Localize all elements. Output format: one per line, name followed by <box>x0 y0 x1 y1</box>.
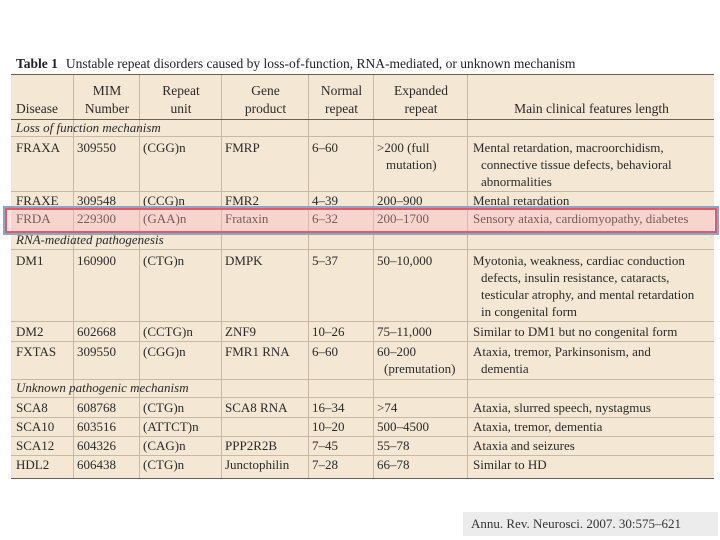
section-loss-of-function: Loss of function mechanism <box>16 120 161 135</box>
cell-features: defects, insulin resistance, cataracts, <box>481 270 670 285</box>
header-expanded-line1: Expanded <box>394 83 448 98</box>
cell-disease: SCA10 <box>16 419 55 434</box>
citation: Annu. Rev. Neurosci. 2007. 30:575–621 <box>463 512 718 536</box>
column-divider <box>467 74 468 479</box>
cell-gene: DMPK <box>225 253 263 268</box>
cell-gene: FMR2 <box>225 193 259 208</box>
cell-unit: (CTG)n <box>143 253 185 268</box>
header-unit-line1: Repeat <box>162 83 200 98</box>
cell-unit: (CGG)n <box>143 344 186 359</box>
cell-features: Ataxia, slurred speech, nystagmus <box>473 400 651 415</box>
cell-expanded: 55–78 <box>377 438 410 453</box>
cell-features: connective tissue defects, behavioral <box>481 157 672 172</box>
header-unit-line2: unit <box>170 101 192 116</box>
row-rule <box>11 249 714 250</box>
cell-expanded: 200–1700 <box>377 211 429 226</box>
cell-expanded: 500–4500 <box>377 419 429 434</box>
row-rule <box>11 191 714 192</box>
cell-unit: (GAA)n <box>143 211 187 226</box>
cell-mim: 608768 <box>77 400 116 415</box>
cell-features: in congenital form <box>481 304 578 319</box>
cell-mim: 602668 <box>77 324 116 339</box>
row-rule <box>11 341 714 342</box>
header-normal-line1: Normal <box>320 83 363 98</box>
top-rule <box>11 74 714 75</box>
table-label: Table 1 <box>16 56 58 71</box>
cell-expanded: 200–900 <box>377 193 423 208</box>
cell-normal: 7–45 <box>312 438 338 453</box>
cell-expanded: (premutation) <box>384 361 456 376</box>
cell-features: Sensory ataxia, cardiomyopathy, diabetes <box>473 211 689 226</box>
cell-gene: Frataxin <box>225 211 269 226</box>
cell-mim: 606438 <box>77 457 116 472</box>
section-unknown-mechanism: Unknown pathogenic mechanism <box>16 380 189 395</box>
header-features: Main clinical features length <box>514 101 669 116</box>
cell-normal: 7–28 <box>312 457 338 472</box>
cell-features: Myotonia, weakness, cardiac conduction <box>473 253 685 268</box>
row-rule <box>11 136 714 137</box>
cell-mim: 604326 <box>77 438 116 453</box>
cell-normal: 10–26 <box>312 324 345 339</box>
cell-mim: 603516 <box>77 419 116 434</box>
header-mim-line1: MIM <box>92 83 122 98</box>
cell-mim: 309550 <box>77 344 116 359</box>
table-title <box>16 56 575 72</box>
cell-unit: (CAG)n <box>143 438 186 453</box>
cell-features: Mental retardation <box>473 193 570 208</box>
cell-mim: 160900 <box>77 253 116 268</box>
header-mim-line2: Number <box>84 101 130 116</box>
cell-features: Ataxia and seizures <box>473 438 575 453</box>
column-divider <box>373 74 374 479</box>
cell-expanded: 75–11,000 <box>377 324 432 339</box>
column-divider <box>308 74 309 479</box>
row-rule <box>11 436 714 437</box>
header-gene-line1: Gene <box>251 83 280 98</box>
cell-features: abnormalities <box>481 174 552 189</box>
cell-gene: ZNF9 <box>225 324 257 339</box>
cell-features: testicular atrophy, and mental retardation <box>481 287 695 302</box>
header-gene-line2: product <box>244 101 287 116</box>
cell-disease: DM2 <box>16 324 44 339</box>
cell-normal: 4–39 <box>312 193 338 208</box>
cell-mim: 309550 <box>77 140 116 155</box>
cell-mim: 229300 <box>77 211 116 226</box>
cell-normal: 10–20 <box>312 419 345 434</box>
cell-unit: (CTG)n <box>143 400 185 415</box>
cell-disease: FRAXE <box>16 193 59 208</box>
row-rule <box>11 397 714 398</box>
cell-disease: DM1 <box>16 253 44 268</box>
cell-normal: 5–37 <box>312 253 338 268</box>
column-divider <box>221 74 222 479</box>
cell-disease: FXTAS <box>16 344 57 359</box>
cell-normal: 16–34 <box>312 400 345 415</box>
table-caption: Unstable repeat disorders caused by loss-of-function, RNA-mediated, or unknown mechanism <box>65 56 576 71</box>
cell-gene: Junctophilin <box>225 457 290 472</box>
cell-disease: SCA12 <box>16 438 55 453</box>
cell-gene: FMRP <box>225 140 260 155</box>
section-rna-mediated: RNA-mediated pathogenesis <box>16 232 164 247</box>
cell-gene: PPP2R2B <box>225 438 278 453</box>
cell-mim: 309548 <box>77 193 116 208</box>
cell-features: dementia <box>481 361 529 376</box>
cell-expanded: >200 (full <box>377 140 430 155</box>
bottom-rule <box>11 478 714 479</box>
cell-disease: HDL2 <box>16 457 50 472</box>
cell-unit: (CTG)n <box>143 457 185 472</box>
cell-normal: 6–32 <box>312 211 338 226</box>
cell-features: Ataxia, tremor, dementia <box>473 419 603 434</box>
cell-expanded: >74 <box>377 400 398 415</box>
cell-gene: SCA8 RNA <box>225 400 288 415</box>
header-expanded-line2: repeat <box>404 101 438 116</box>
cell-unit: (CGG)n <box>143 140 186 155</box>
row-rule <box>11 455 714 456</box>
cell-features: Ataxia, tremor, Parkinsonism, and <box>473 344 651 359</box>
cell-unit: (CCTG)n <box>143 324 193 339</box>
cell-normal: 6–60 <box>312 140 338 155</box>
cell-unit: (CCG)n <box>143 193 185 208</box>
cell-expanded: 60–200 <box>377 344 416 359</box>
cell-normal: 6–60 <box>312 344 338 359</box>
header-normal-line2: repeat <box>325 101 358 116</box>
header-disease: Disease <box>16 101 58 116</box>
cell-expanded: mutation) <box>386 157 437 172</box>
cell-disease: FRDA <box>16 211 51 226</box>
cell-disease: SCA8 <box>16 400 48 415</box>
cell-expanded: 66–78 <box>377 457 410 472</box>
cell-unit: (ATTCT)n <box>143 419 199 434</box>
cell-features: Similar to HD <box>473 457 547 472</box>
disorders-table <box>11 74 714 479</box>
frda-row-highlight <box>5 208 717 233</box>
cell-features: Similar to DM1 but no congenital form <box>473 324 678 339</box>
cell-gene: FMR1 RNA <box>225 344 290 359</box>
row-rule <box>11 321 714 322</box>
cell-disease: FRAXA <box>16 140 61 155</box>
cell-expanded: 50–10,000 <box>377 253 433 268</box>
cell-features: Mental retardation, macroorchidism, <box>473 140 664 155</box>
row-rule <box>11 417 714 418</box>
